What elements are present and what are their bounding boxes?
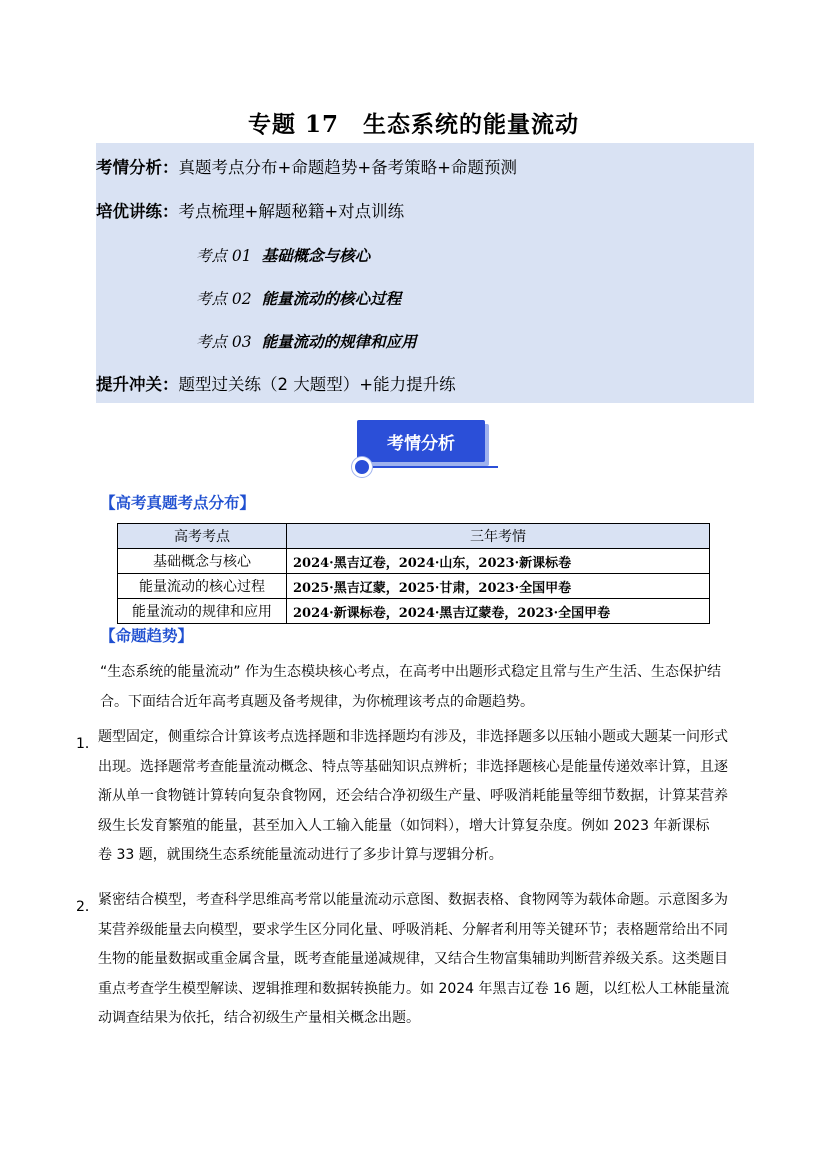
text-line: 题型固定，侧重综合计算该考点选择题和非选择题均有涉及，非选择题多以压轴小题或大题某一问形式 [98,729,728,745]
toc-text: 考点梳理+解题秘籍+对点训练 [178,202,405,221]
table-row [118,549,710,574]
text-line: 出现。选择题常考查能量流动概念、特点等基础知识点辨析；非选择题核心是能量传递效率计算，且逐 [98,758,728,775]
list-item [98,723,728,871]
section-heading-distribution: 【高考真题考点分布】 [100,494,256,512]
table-of-contents [96,143,754,403]
text-line: 渐从单一食物链计算转向复杂食物网，还会结合净初级生产量、呼吸消耗能量等细节数据，计算某营养 [98,788,728,804]
text-line: 级生长发育繁殖的能量，甚至加入人工输入能量（如饲料），增大计算复杂度。例如 2023 年新课标 [98,817,710,834]
badge-dot-icon [352,457,372,477]
toc-subitem-03[interactable] [196,330,417,352]
table-header: 三年考情 [287,524,710,549]
table-row [118,574,710,599]
text-line: 动调查结果为依托，结合初级生产量相关概念出题。 [98,1010,420,1026]
badge-underline [368,466,498,468]
toc-text: 题型过关练（2 大题型）+能力提升练 [178,375,456,394]
section-badge: 考情分析 [357,420,485,462]
toc-subitem-num: 考点 03 [196,333,252,351]
table-cell: 能量流动的核心过程 [118,574,287,599]
toc-row-analysis [96,154,517,178]
toc-subitem-name: 基础概念与核心 [261,246,371,265]
table-cell: 基础概念与核心 [118,549,287,574]
toc-subitem-name: 能量流动的规律和应用 [261,332,417,351]
list-number: 1． [76,736,99,752]
table-header: 高考考点 [118,524,287,549]
section-heading-trend: 【命题趋势】 [100,627,194,645]
table-cell: 2024·新课标卷，2024·黑吉辽蒙卷，2023·全国甲卷 [287,599,710,624]
table-header-row [118,524,710,549]
text-line: 生物的能量数据或重金属含量，既考查能量递减规律，又结合生物富集辅助判断营养级关系。这类题目 [98,951,728,967]
list-item [98,886,729,1034]
table-cell: 2025·黑吉辽蒙，2025·甘肃，2023·全国甲卷 [287,574,710,599]
exam-distribution-table [117,523,710,624]
text-line: 紧密结合模型，考查科学思维高考常以能量流动示意图、数据表格、食物网等为载体命题。示意图多为 [98,892,728,908]
toc-subitem-02[interactable] [196,287,401,309]
list-number: 2． [76,899,99,915]
toc-row-practice [96,371,456,395]
table-row [118,599,710,624]
text-line: 合。下面结合近年高考真题及备考规律，为你梳理该考点的命题趋势。 [100,693,534,710]
page-title: 专题 17 生态系统的能量流动 [247,111,579,138]
toc-subitem-num: 考点 02 [196,290,252,308]
toc-subitem-01[interactable] [196,244,370,266]
text-line: 重点考查学生模型解读、逻辑推理和数据转换能力。如 2024 年黑吉辽卷 16 题，以红松人工林能量流 [98,980,730,997]
text-line: 某营养级能量去向模型，要求学生区分同化量、呼吸消耗、分解者利用等关键环节；表格题常给出不同 [98,921,728,938]
toc-label: 考情分析： [96,158,179,177]
intro-paragraph [100,658,721,717]
toc-label: 培优讲练： [96,202,179,221]
toc-text: 真题考点分布+命题趋势+备考策略+命题预测 [178,158,517,177]
text-line: 卷 33 题，就围绕生态系统能量流动进行了多步计算与逻辑分析。 [98,847,503,863]
table-cell: 2024·黑吉辽卷，2024·山东，2023·新课标卷 [287,549,710,574]
table-cell: 能量流动的规律和应用 [118,599,287,624]
text-line: “生态系统的能量流动” 作为生态模块核心考点，在高考中出题形式稳定且常与生产生活、生态保护结 [100,664,721,680]
toc-row-training [96,198,404,222]
toc-subitem-num: 考点 01 [196,247,252,265]
toc-label: 提升冲关： [96,375,179,394]
toc-subitem-name: 能量流动的核心过程 [261,289,402,308]
